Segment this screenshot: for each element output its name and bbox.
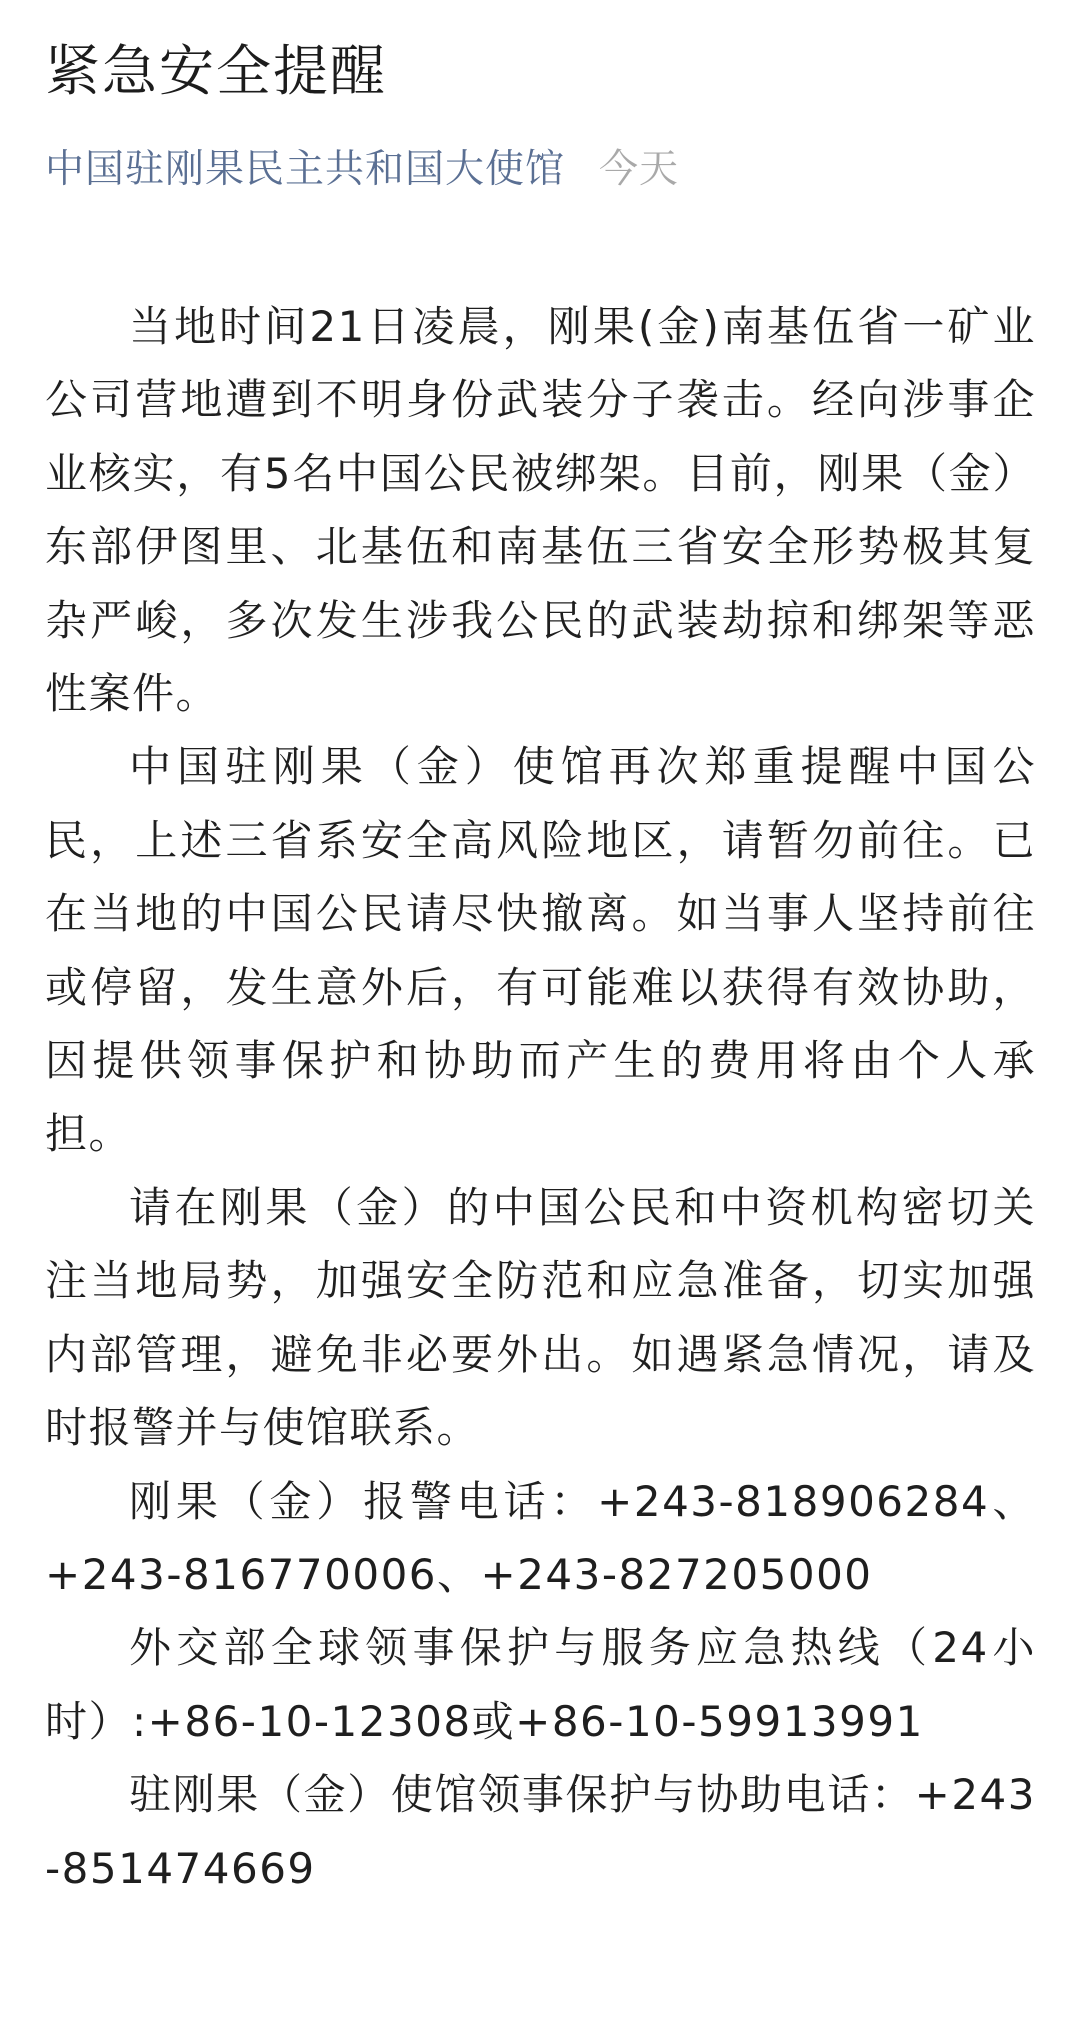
source-link[interactable]: 中国驻刚果民主共和国大使馆	[45, 147, 566, 192]
article-meta	[45, 142, 1036, 198]
paragraph-embassy-phone: 驻刚果（金）使馆领事保护与协助电话：+243-851474669	[45, 1770, 1036, 1893]
article-body	[45, 290, 1036, 1905]
publish-date: 今天	[599, 147, 680, 192]
paragraph-safety-advice: 请在刚果（金）的中国公民和中资机构密切关注当地局势，加强安全防范和应急准备，切实加强内部管理，避免非必要外出。如遇紧急情况，请及时报警并与使馆联系。	[45, 1182, 1036, 1453]
paragraph-attack-report: 当地时间21日凌晨，刚果(金)南基伍省一矿业公司营地遭到不明身份武装分子袭击。经向涉事企业核实，有5名中国公民被绑架。目前，刚果（金）东部伊图里、北基伍和南基伍三省安全形势极其复杂严峻，多次发生涉我公民的武装劫掠和绑架等恶性案件。	[45, 302, 1036, 719]
article-title: 紧急安全提醒	[45, 39, 388, 103]
paragraph-consular-hotline: 外交部全球领事保护与服务应急热线（24小时）:+86-10-12308或+86-10-59913991	[45, 1623, 1036, 1746]
paragraph-police-phone: 刚果（金）报警电话：+243-818906284、+243-816770006、+243-827205000	[45, 1476, 1036, 1599]
paragraph-travel-warning: 中国驻刚果（金）使馆再次郑重提醒中国公民，上述三省系安全高风险地区，请暂勿前往。已在当地的中国公民请尽快撤离。如当事人坚持前往或停留，发生意外后，有可能难以获得有效协助，因提供领事保护和协助而产生的费用将由个人承担。	[45, 742, 1036, 1159]
